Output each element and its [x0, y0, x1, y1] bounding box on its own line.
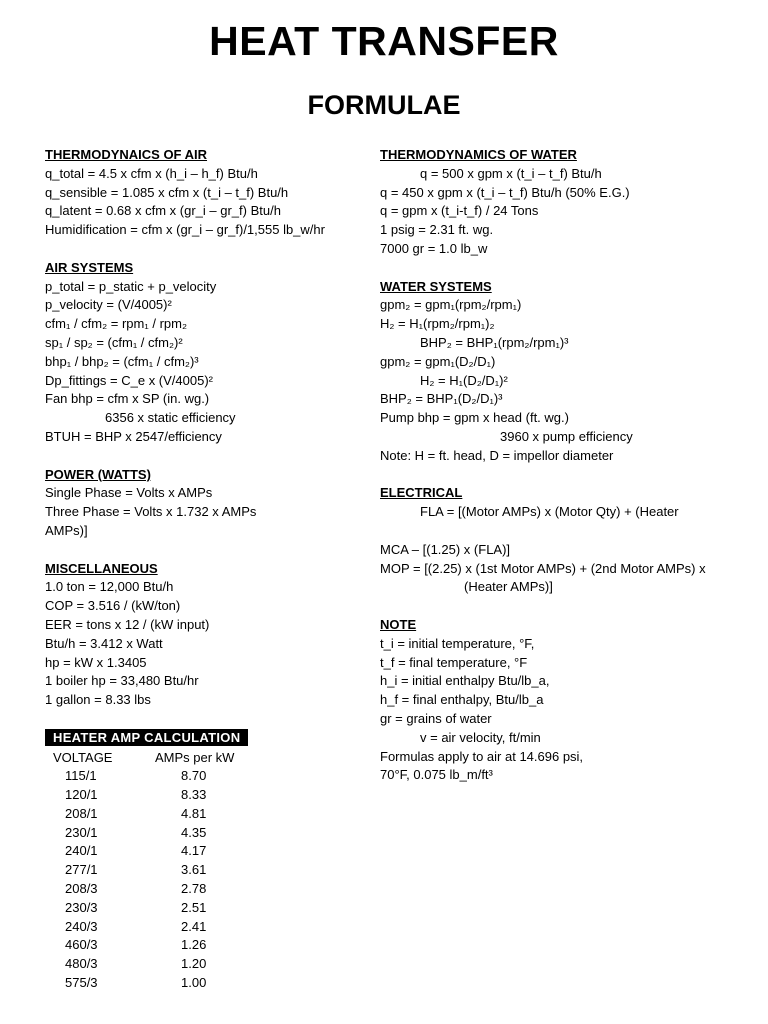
formula-line: q_sensible = 1.085 x cfm x (t_i – t_f) Btu/h	[45, 184, 289, 200]
note-section	[380, 616, 750, 785]
amps-cell: 4.35	[181, 824, 207, 840]
formula-line: 6356 x static efficiency	[105, 410, 236, 426]
formula-line: q = 450 x gpm x (t_i – t_f) Btu/h (50% E.G.)	[380, 184, 630, 200]
table-row	[45, 861, 291, 880]
formula-line: Btu/h = 3.412 x Watt	[45, 635, 163, 651]
voltage-cell: 208/1	[65, 805, 98, 821]
air-systems-section	[45, 259, 365, 447]
heater-amp-table	[45, 749, 291, 993]
amps-cell: 2.41	[181, 918, 207, 934]
formula-line: sp₁ / sp₂ = (cfm₁ / cfm₂)²	[45, 334, 183, 350]
table-row	[45, 767, 291, 786]
table-row	[45, 842, 291, 861]
formula-line: COP = 3.516 / (kW/ton)	[45, 598, 181, 614]
table-row	[45, 805, 291, 824]
formula-line: 1 psig = 2.31 ft. wg.	[380, 222, 494, 238]
formula-line: Dp_fittings = C_e x (V/4005)²	[45, 372, 213, 388]
page-subtitle: FORMULAE	[307, 90, 461, 120]
voltage-column-header: VOLTAGE	[53, 749, 113, 765]
power-heading: POWER (WATTS)	[45, 466, 151, 482]
formula-line: 3960 x pump efficiency	[500, 428, 633, 444]
formula-line: H₂ = H₁(rpm₂/rpm₁)₂	[380, 316, 495, 332]
formula-line: BHP₂ = BHP₁(D₂/D₁)³	[380, 391, 503, 407]
voltage-cell: 230/1	[65, 824, 98, 840]
amps-cell: 1.20	[181, 956, 207, 972]
voltage-cell: 240/1	[65, 843, 98, 859]
formula-line: Formulas apply to air at 14.696 psi,	[380, 748, 584, 764]
formula-line: h_f = final enthalpy, Btu/lb_a	[380, 692, 544, 708]
formula-line: v = air velocity, ft/min	[420, 729, 541, 745]
water-systems-heading: WATER SYSTEMS	[380, 278, 492, 294]
electrical-heading: ELECTRICAL	[380, 485, 463, 501]
note-heading: NOTE	[380, 616, 417, 632]
amps-cell: 4.81	[181, 805, 207, 821]
formula-line: EER = tons x 12 / (kW input)	[45, 616, 210, 632]
table-row	[45, 824, 291, 843]
voltage-cell: 480/3	[65, 956, 98, 972]
amps-cell: 1.26	[181, 937, 207, 953]
formula-line: AMPs)]	[45, 522, 88, 538]
formula-line: q_latent = 0.68 x cfm x (gr_i – gr_f) Btu/h	[45, 203, 281, 219]
table-row	[45, 880, 291, 899]
formula-line: q = gpm x (t_i-t_f) / 24 Tons	[380, 203, 539, 219]
table-row	[45, 918, 291, 937]
formula-line: 70°F, 0.075 lb_m/ft³	[380, 767, 493, 783]
formula-line: Humidification = cfm x (gr_i – gr_f)/1,555 lb_w/hr	[45, 222, 325, 238]
voltage-cell: 575/3	[65, 975, 98, 991]
water-section	[380, 146, 750, 259]
amps-cell: 1.00	[181, 975, 207, 991]
air-heading: THERMODYNAICS OF AIR	[45, 147, 208, 162]
formula-line: q_total = 4.5 x cfm x (h_i – h_f) Btu/h	[45, 165, 258, 181]
table-header-row	[45, 749, 291, 768]
formula-line: Three Phase = Volts x 1.732 x AMPs	[45, 504, 257, 520]
blank-line	[380, 522, 750, 541]
formula-line: 1.0 ton = 12,000 Btu/h	[45, 579, 174, 595]
formula-line: gr = grains of water	[380, 710, 492, 726]
table-row	[45, 974, 291, 993]
air-systems-heading: AIR SYSTEMS	[45, 259, 134, 275]
formula-line: Single Phase = Volts x AMPs	[45, 485, 213, 501]
formula-line: BTUH = BHP x 2547/efficiency	[45, 428, 222, 444]
water-systems-section	[380, 278, 750, 466]
heater-section	[45, 729, 365, 993]
power-section	[45, 466, 365, 541]
formula-line: p_velocity = (V/4005)²	[45, 297, 172, 313]
right-column	[380, 146, 750, 804]
formula-line: MOP = [(2.25) x (1st Motor AMPs) + (2nd Motor AMPs) x	[380, 560, 706, 576]
left-column	[45, 146, 365, 993]
voltage-cell: 460/3	[65, 937, 98, 953]
voltage-cell: 120/1	[65, 787, 98, 803]
formula-line: gpm₂ = gpm₁(rpm₂/rpm₁)	[380, 297, 522, 313]
electrical-section	[380, 484, 750, 597]
heater-heading: HEATER AMP CALCULATION	[45, 729, 248, 746]
voltage-cell: 208/3	[65, 881, 98, 897]
table-row	[45, 955, 291, 974]
formula-line: 7000 gr = 1.0 lb_w	[380, 240, 488, 256]
voltage-cell: 240/3	[65, 918, 98, 934]
formula-line: q = 500 x gpm x (t_i – t_f) Btu/h	[420, 165, 602, 181]
formula-line: t_i = initial temperature, °F,	[380, 635, 535, 651]
formula-line: Fan bhp = cfm x SP (in. wg.)	[45, 391, 210, 407]
voltage-cell: 230/3	[65, 899, 98, 915]
page-title: HEAT TRANSFER	[209, 18, 559, 64]
formula-line: (Heater AMPs)]	[464, 579, 553, 595]
formula-line: BHP₂ = BHP₁(rpm₂/rpm₁)³	[420, 334, 569, 350]
formula-line: t_f = final temperature, °F	[380, 654, 528, 670]
voltage-cell: 115/1	[65, 768, 97, 784]
formula-line: MCA – [(1.25) x (FLA)]	[380, 541, 511, 557]
formula-line: 1 boiler hp = 33,480 Btu/hr	[45, 673, 199, 689]
formula-line: 1 gallon = 8.33 lbs	[45, 692, 151, 708]
formula-line: h_i = initial enthalpy Btu/lb_a,	[380, 673, 550, 689]
formula-line: H₂ = H₁(D₂/D₁)²	[420, 372, 508, 388]
amps-cell: 3.61	[181, 862, 207, 878]
formula-line: Pump bhp = gpm x head (ft. wg.)	[380, 410, 569, 426]
voltage-cell: 277/1	[65, 862, 98, 878]
formula-line: bhp₁ / bhp₂ = (cfm₁ / cfm₂)³	[45, 353, 199, 369]
amps-cell: 4.17	[181, 843, 207, 859]
amps-column-header: AMPs per kW	[155, 749, 235, 765]
air-section	[45, 146, 365, 240]
formula-line: FLA = [(Motor AMPs) x (Motor Qty) + (Heater	[420, 504, 679, 520]
formula-line: p_total = p_static + p_velocity	[45, 278, 217, 294]
amps-cell: 8.33	[181, 787, 207, 803]
formula-line: Note: H = ft. head, D = impellor diameter	[380, 447, 614, 463]
amps-cell: 2.51	[181, 899, 207, 915]
table-row	[45, 786, 291, 805]
amps-cell: 2.78	[181, 881, 207, 897]
formula-line: hp = kW x 1.3405	[45, 654, 147, 670]
misc-heading: MISCELLANEOUS	[45, 560, 158, 576]
formula-line: cfm₁ / cfm₂ = rpm₁ / rpm₂	[45, 316, 188, 332]
water-heading: THERMODYNAMICS OF WATER	[380, 147, 577, 162]
amps-cell: 8.70	[181, 768, 207, 784]
table-row	[45, 936, 291, 955]
formula-line: gpm₂ = gpm₁(D₂/D₁)	[380, 353, 496, 369]
misc-section	[45, 560, 365, 710]
table-row	[45, 899, 291, 918]
